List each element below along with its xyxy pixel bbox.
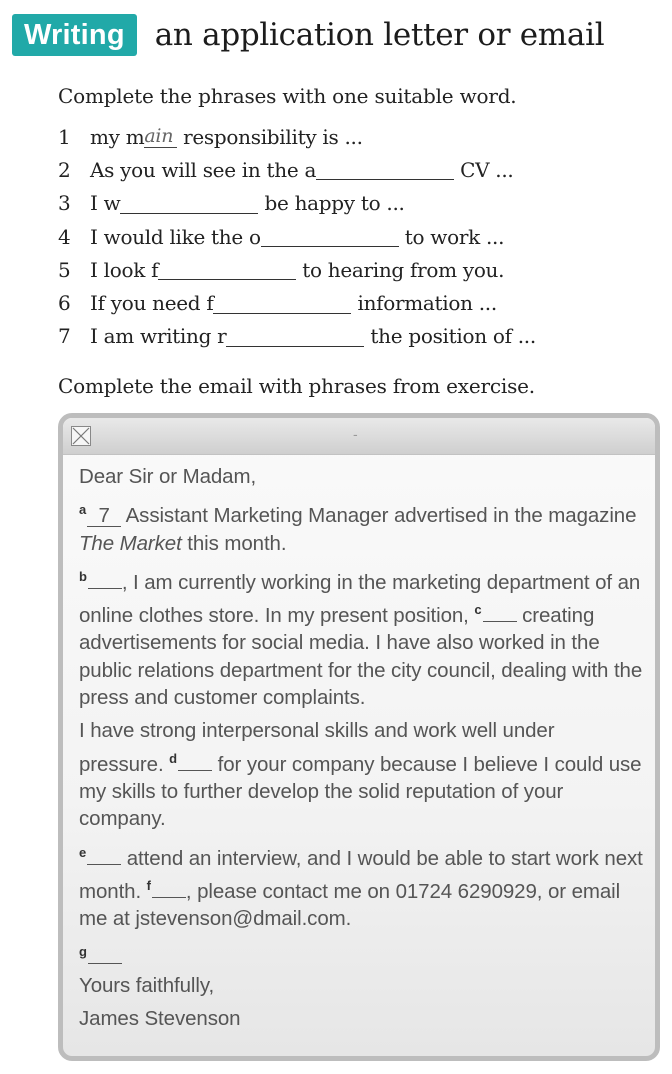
gap-label-a: a — [79, 502, 87, 518]
exercise1-instruction: Complete the phrases with one suitable word. — [58, 84, 517, 108]
gap-label-g: g — [79, 944, 87, 960]
example-answer: ain — [144, 125, 177, 148]
phrase-start: I am writing r — [90, 324, 227, 349]
email-paragraph-1 — [79, 496, 643, 557]
email-paragraph-4 — [79, 839, 643, 933]
phrase-number: 4 — [58, 224, 71, 249]
magazine-name: The Market — [79, 531, 182, 555]
example-answer-a: 7 — [87, 506, 121, 527]
email-paragraph-2 — [79, 563, 643, 711]
email-paragraph-3 — [79, 717, 643, 832]
phrase-start: my m — [90, 124, 145, 149]
email-text: creating advertisements for social media. I have also worked in the public relations department for the city council, dealing with the press and customer complaints. — [79, 604, 643, 710]
phrase-number: 3 — [58, 191, 71, 216]
answer-blank-f[interactable] — [152, 879, 186, 898]
phrase-number: 2 — [58, 157, 71, 182]
answer-blank-c[interactable] — [483, 603, 517, 622]
email-window — [58, 413, 660, 1061]
section-title: an application letter or email — [154, 17, 605, 53]
gap-label-c: c — [474, 602, 482, 618]
exercise2-instruction: Complete the email with phrases from exercise. — [58, 374, 535, 398]
phrase-start: I would like the o — [90, 224, 261, 249]
phrase-end: CV ... — [460, 157, 514, 182]
answer-blank-b[interactable] — [88, 570, 122, 589]
gap-label-e: e — [79, 844, 87, 860]
phrase-start: I look f — [90, 257, 159, 282]
email-text: I have strong interpersonal skills and work well under pressure. — [79, 719, 555, 776]
titlebar-dash: - — [353, 426, 358, 442]
gap-label-b: b — [79, 568, 87, 584]
email-body — [79, 463, 643, 1032]
email-text: for your company because I believe I could use my skills to further develop the solid reputation of your company. — [79, 752, 642, 831]
phrase-start: If you need f — [90, 291, 214, 316]
email-signature: James Stevenson — [79, 1007, 241, 1031]
phrase-end: the position of ... — [370, 324, 536, 349]
answer-blank[interactable] — [316, 159, 454, 180]
gap-label-f: f — [146, 877, 151, 893]
answer-blank[interactable] — [261, 226, 399, 247]
phrase-item-5 — [58, 253, 536, 286]
email-greeting: Dear Sir or Madam, — [79, 465, 257, 488]
phrase-start: I w — [90, 191, 121, 216]
phrase-item-2 — [58, 153, 536, 186]
email-paragraph-5 — [79, 938, 643, 971]
phrase-end: to hearing from you. — [302, 257, 505, 282]
phrase-end: be happy to ... — [264, 191, 405, 216]
answer-blank-e[interactable] — [87, 846, 121, 865]
section-badge: Writing — [12, 14, 137, 56]
email-text: attend an interview, and I would be able to start work next month. — [79, 846, 643, 903]
answer-blank[interactable] — [158, 259, 296, 280]
phrase-item-1 — [58, 120, 536, 153]
answer-blank[interactable] — [226, 326, 364, 347]
email-text: Assistant Marketing Manager advertised in the magazine — [121, 504, 637, 528]
gap-label-d: d — [169, 750, 177, 766]
email-titlebar — [63, 418, 655, 455]
email-text: , I am currently working in the marketing department of an online clothes store. In my present position, — [79, 570, 641, 628]
phrase-start: As you will see in the a — [90, 157, 317, 182]
phrase-number: 1 — [58, 124, 71, 149]
phrase-item-3 — [58, 187, 536, 220]
answer-blank[interactable] — [213, 293, 351, 314]
phrase-end: information ... — [357, 291, 497, 316]
phrase-end: to work ... — [404, 224, 505, 249]
phrase-number: 7 — [58, 324, 71, 349]
phrase-number: 5 — [58, 257, 71, 282]
phrase-item-4 — [58, 220, 536, 253]
email-closing: Yours faithfully, — [79, 973, 215, 997]
answer-blank[interactable] — [120, 193, 258, 214]
answer-blank-d[interactable] — [178, 752, 212, 771]
phrase-number: 6 — [58, 291, 71, 316]
email-text: , please contact me on 01724 6290929, or email me at jstevenson@dmail.com. — [79, 879, 621, 931]
email-text: this month. — [181, 531, 287, 555]
phrase-item-6 — [58, 286, 536, 319]
phrase-end: responsibility is ... — [183, 124, 363, 149]
close-icon[interactable] — [71, 426, 91, 446]
phrase-list — [58, 120, 536, 353]
answer-blank-g[interactable] — [88, 945, 122, 964]
phrase-item-7 — [58, 320, 536, 353]
section-header — [12, 14, 604, 56]
